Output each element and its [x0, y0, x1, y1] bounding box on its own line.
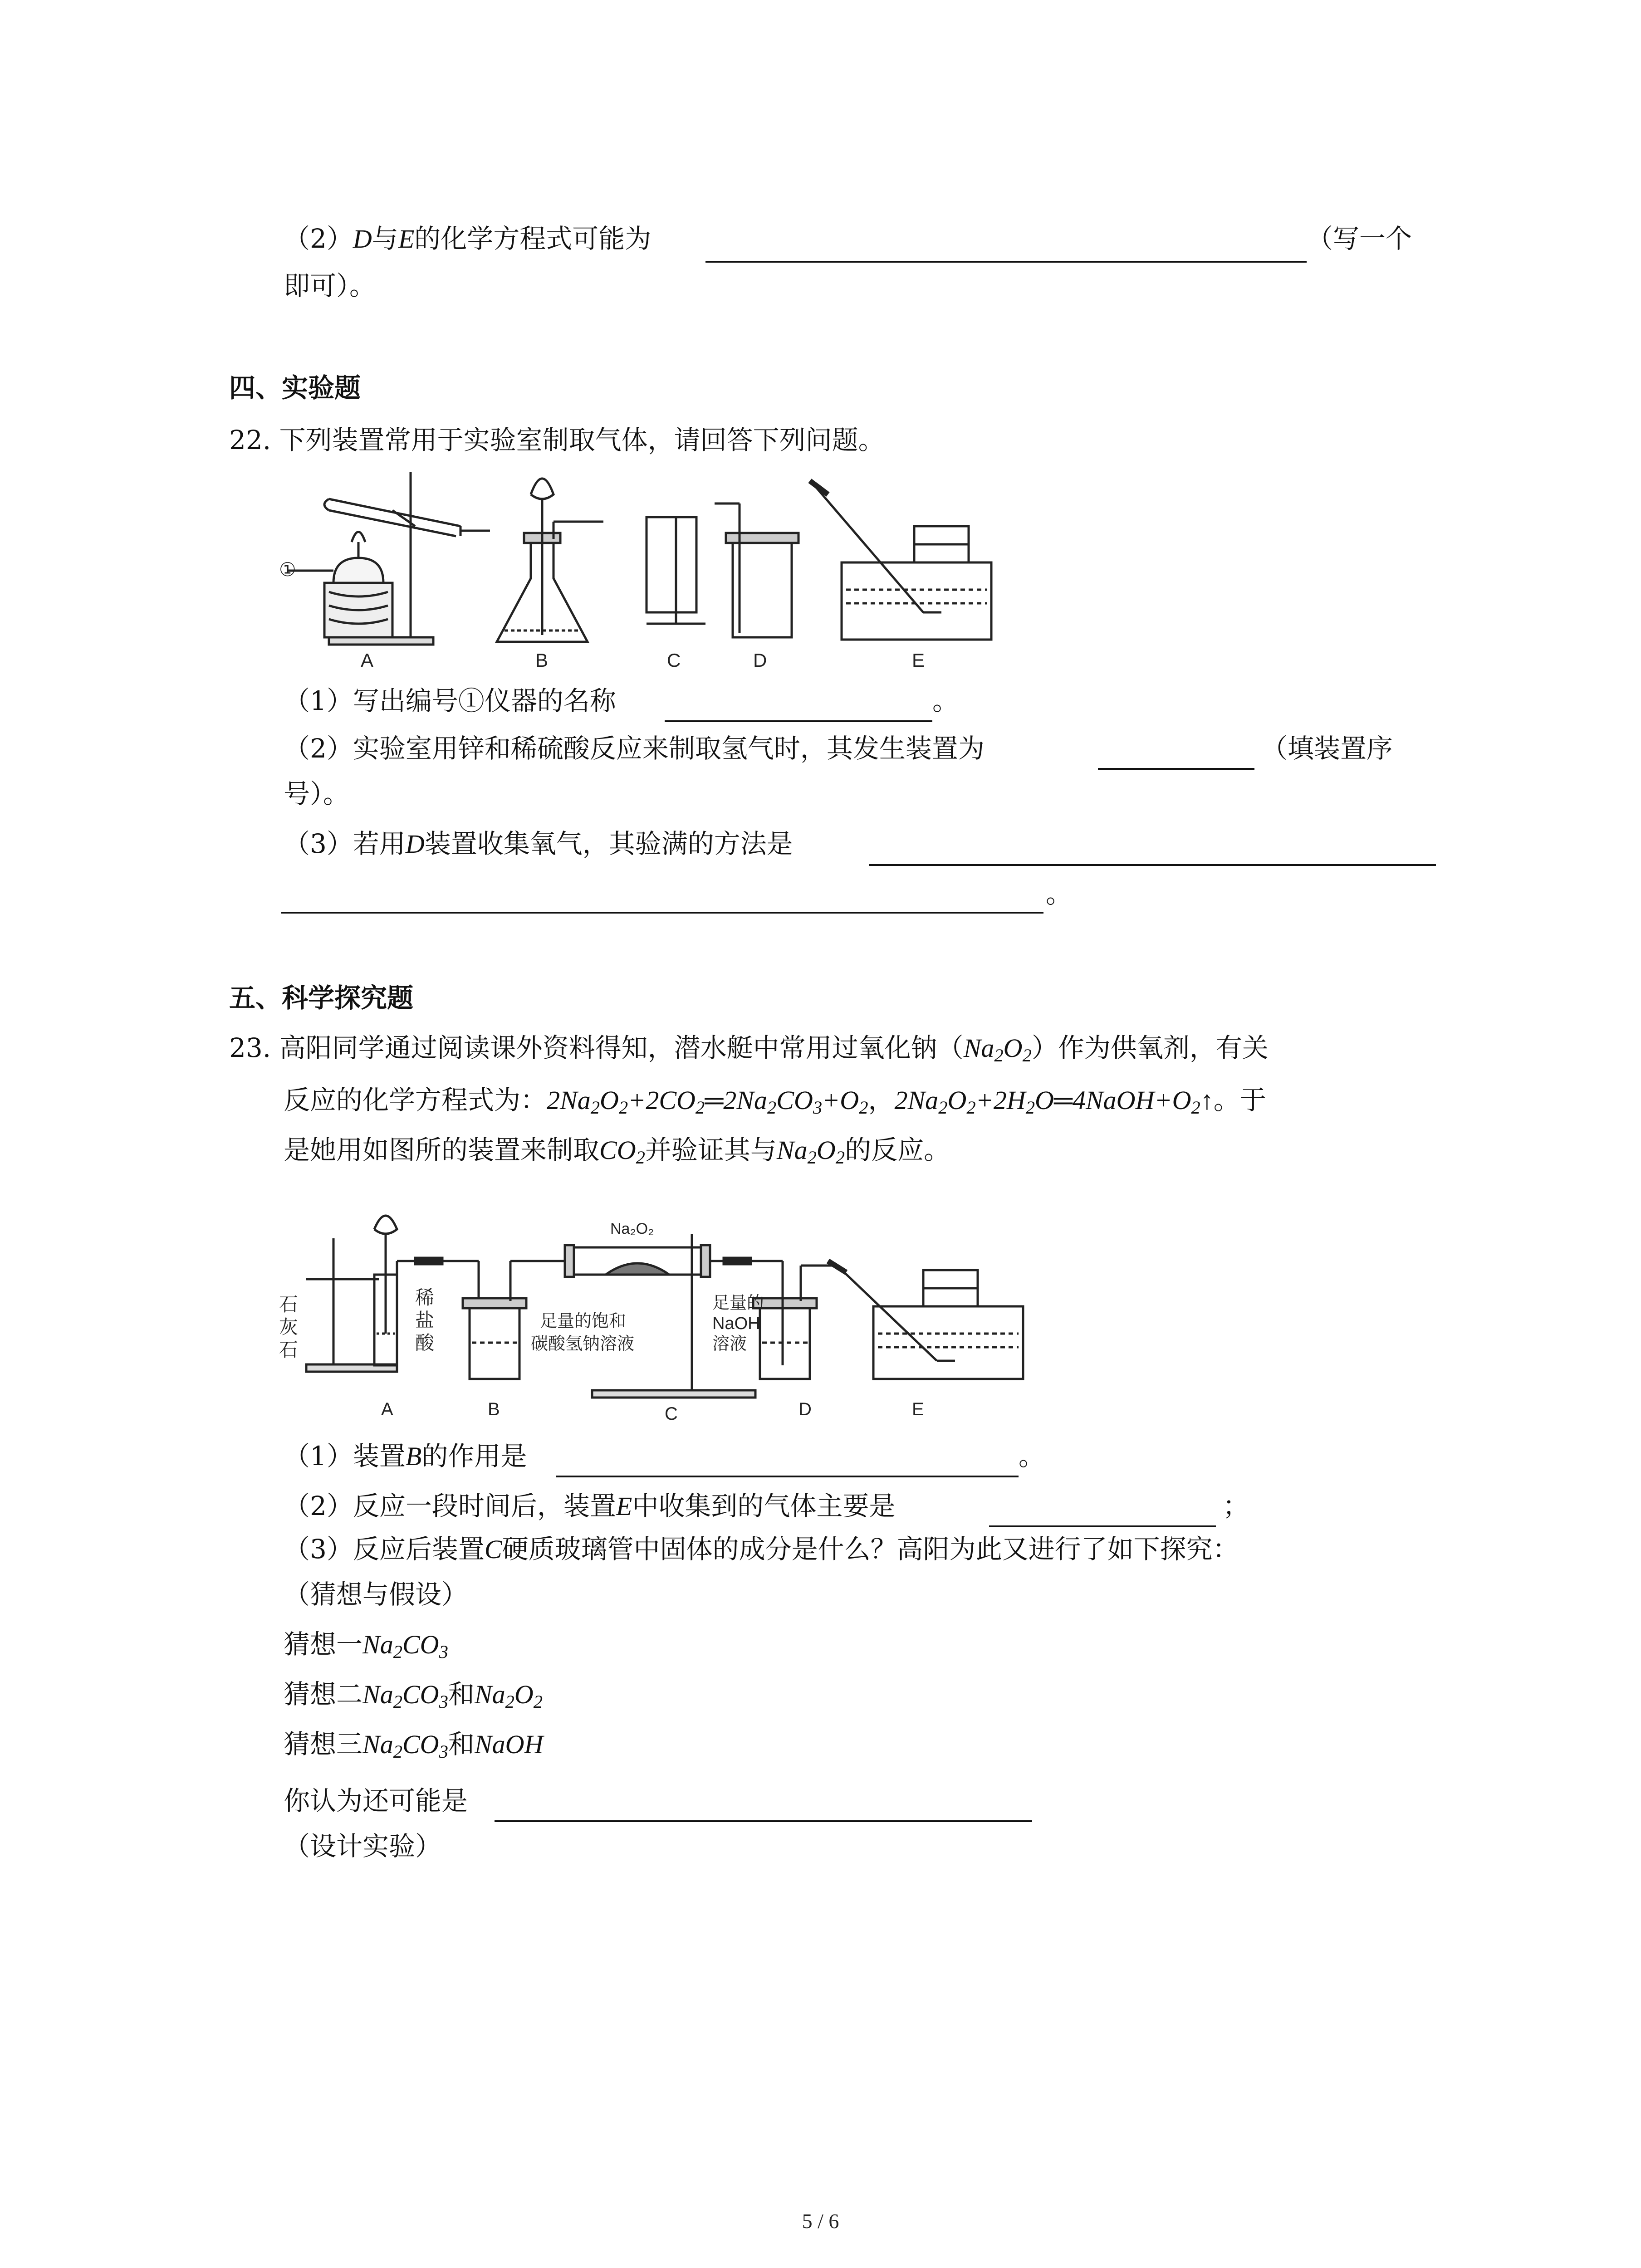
q23-other-blank[interactable]	[495, 1820, 1032, 1822]
q22-part2-line2: 号）。	[284, 778, 350, 809]
q22-label-b: B	[535, 650, 549, 671]
q23-label-bicarbonate	[531, 1312, 634, 1354]
q23-line1: 23. 高阳同学通过阅读课外资料得知，潜水艇中常用过氧化钠$(Na_2O_2)$作为供氧剂，有关	[229, 1032, 1269, 1066]
svg-text:B: B	[488, 1399, 500, 1419]
q23-line3: 是她用如图所的装置来制取$CO_2$并验证其与$Na_2O_2$的反应。	[284, 1134, 950, 1168]
q23-label-na2o2: Na₂O₂	[610, 1220, 654, 1237]
q23-part1-end: 。	[1019, 1441, 1045, 1471]
q23-label-limestone	[279, 1294, 298, 1360]
svg-text:足量的: 足量的	[712, 1294, 764, 1313]
q22-label-d: D	[753, 650, 767, 671]
q23-label-acid	[415, 1287, 435, 1354]
svg-text:C: C	[665, 1404, 678, 1424]
q22-apparatus-figure	[279, 467, 1050, 676]
svg-text:石: 石	[279, 1294, 299, 1315]
q23-label-naoh	[712, 1294, 764, 1354]
q23-apparatus-figure	[279, 1198, 1087, 1433]
svg-text:酸: 酸	[415, 1332, 435, 1354]
q22-part2: （2）实验室用锌和稀硫酸反应来制取氢气时，其发生装置为	[284, 733, 985, 764]
q23-part2-blank[interactable]	[989, 1525, 1216, 1527]
q22-part1-end: 。	[932, 685, 959, 716]
q22-part1-blank[interactable]	[665, 720, 932, 722]
q23-hypothesis-1: 猜想一$Na_2CO_3$	[284, 1629, 448, 1662]
q22-part3: （3）若用D装置收集氧气，其验满的方法是	[284, 828, 793, 859]
svg-text:A: A	[381, 1399, 393, 1419]
section-title-experiment: 四、实验题	[229, 372, 361, 403]
q22-label-a: A	[361, 650, 374, 671]
q23-part1-blank[interactable]	[556, 1476, 1019, 1477]
q22-marker-label: ①	[279, 559, 296, 580]
q23-hypothesis-title: （猜想与假设）	[284, 1579, 468, 1610]
q23-part2-end: ；	[1223, 1491, 1249, 1521]
q22-stem: 22. 下列装置常用于实验室制取气体，请回答下列问题。	[229, 425, 885, 455]
q21-answer-blank[interactable]	[705, 261, 1307, 263]
q23-part3: （3）反应后装置C硬质玻璃管中固体的成分是什么？高阳为此又进行了如下探究：	[284, 1534, 1239, 1564]
svg-text:盐: 盐	[415, 1310, 435, 1331]
svg-text:溶液: 溶液	[712, 1334, 747, 1354]
q23-part1: （1）装置B的作用是	[284, 1441, 527, 1471]
svg-text:E: E	[912, 1399, 924, 1419]
q21-part2-line2: 即可）。	[284, 270, 376, 301]
q22-label-e: E	[912, 650, 925, 671]
svg-text:碳酸氢钠溶液: 碳酸氢钠溶液	[531, 1334, 635, 1354]
svg-text:稀: 稀	[415, 1287, 435, 1308]
page-number: 5 / 6	[802, 2209, 839, 2233]
svg-text:D: D	[798, 1399, 812, 1419]
q22-part2-blank[interactable]	[1098, 768, 1254, 770]
svg-text:足量的饱和: 足量的饱和	[540, 1312, 627, 1331]
q23-figure-letters	[381, 1399, 924, 1424]
q23-design-title: （设计实验）	[284, 1831, 442, 1862]
q22-part3-end: 。	[1046, 878, 1073, 909]
svg-text:灰: 灰	[279, 1316, 299, 1338]
svg-text:NaOH: NaOH	[712, 1314, 760, 1333]
q22-part3-blank-2[interactable]	[281, 912, 1043, 914]
q23-hypothesis-3: 猜想三$Na_2CO_3$和NaOH	[284, 1729, 544, 1762]
q21-part2: （2）D与E的化学方程式可能为	[284, 223, 652, 254]
q23-part2: （2）反应一段时间后，装置E中收集到的气体主要是	[284, 1491, 896, 1521]
q23-other-hypothesis: 你认为还可能是	[284, 1785, 468, 1816]
q21-part2-suffix: （写一个	[1307, 223, 1412, 254]
q22-part3-blank-1[interactable]	[869, 864, 1436, 866]
section-title-inquiry: 五、科学探究题	[229, 982, 414, 1013]
q22-part2-end: （填装置序	[1261, 733, 1393, 764]
svg-text:石: 石	[279, 1339, 299, 1360]
q23-line2: 反应的化学方程式为：$2Na_2O_2+2CO_2═2Na_2CO_3+O_2$，$2Na_2O_2+2H_2O═4NaOH+O_2↑$。于	[284, 1085, 1266, 1118]
q22-label-c: C	[667, 650, 681, 671]
q22-figure-letters	[361, 650, 925, 671]
q23-hypothesis-2: 猜想二$Na_2CO_3$和$Na_2O_2$	[284, 1679, 543, 1712]
q22-part1: （1）写出编号①仪器的名称	[284, 685, 616, 716]
